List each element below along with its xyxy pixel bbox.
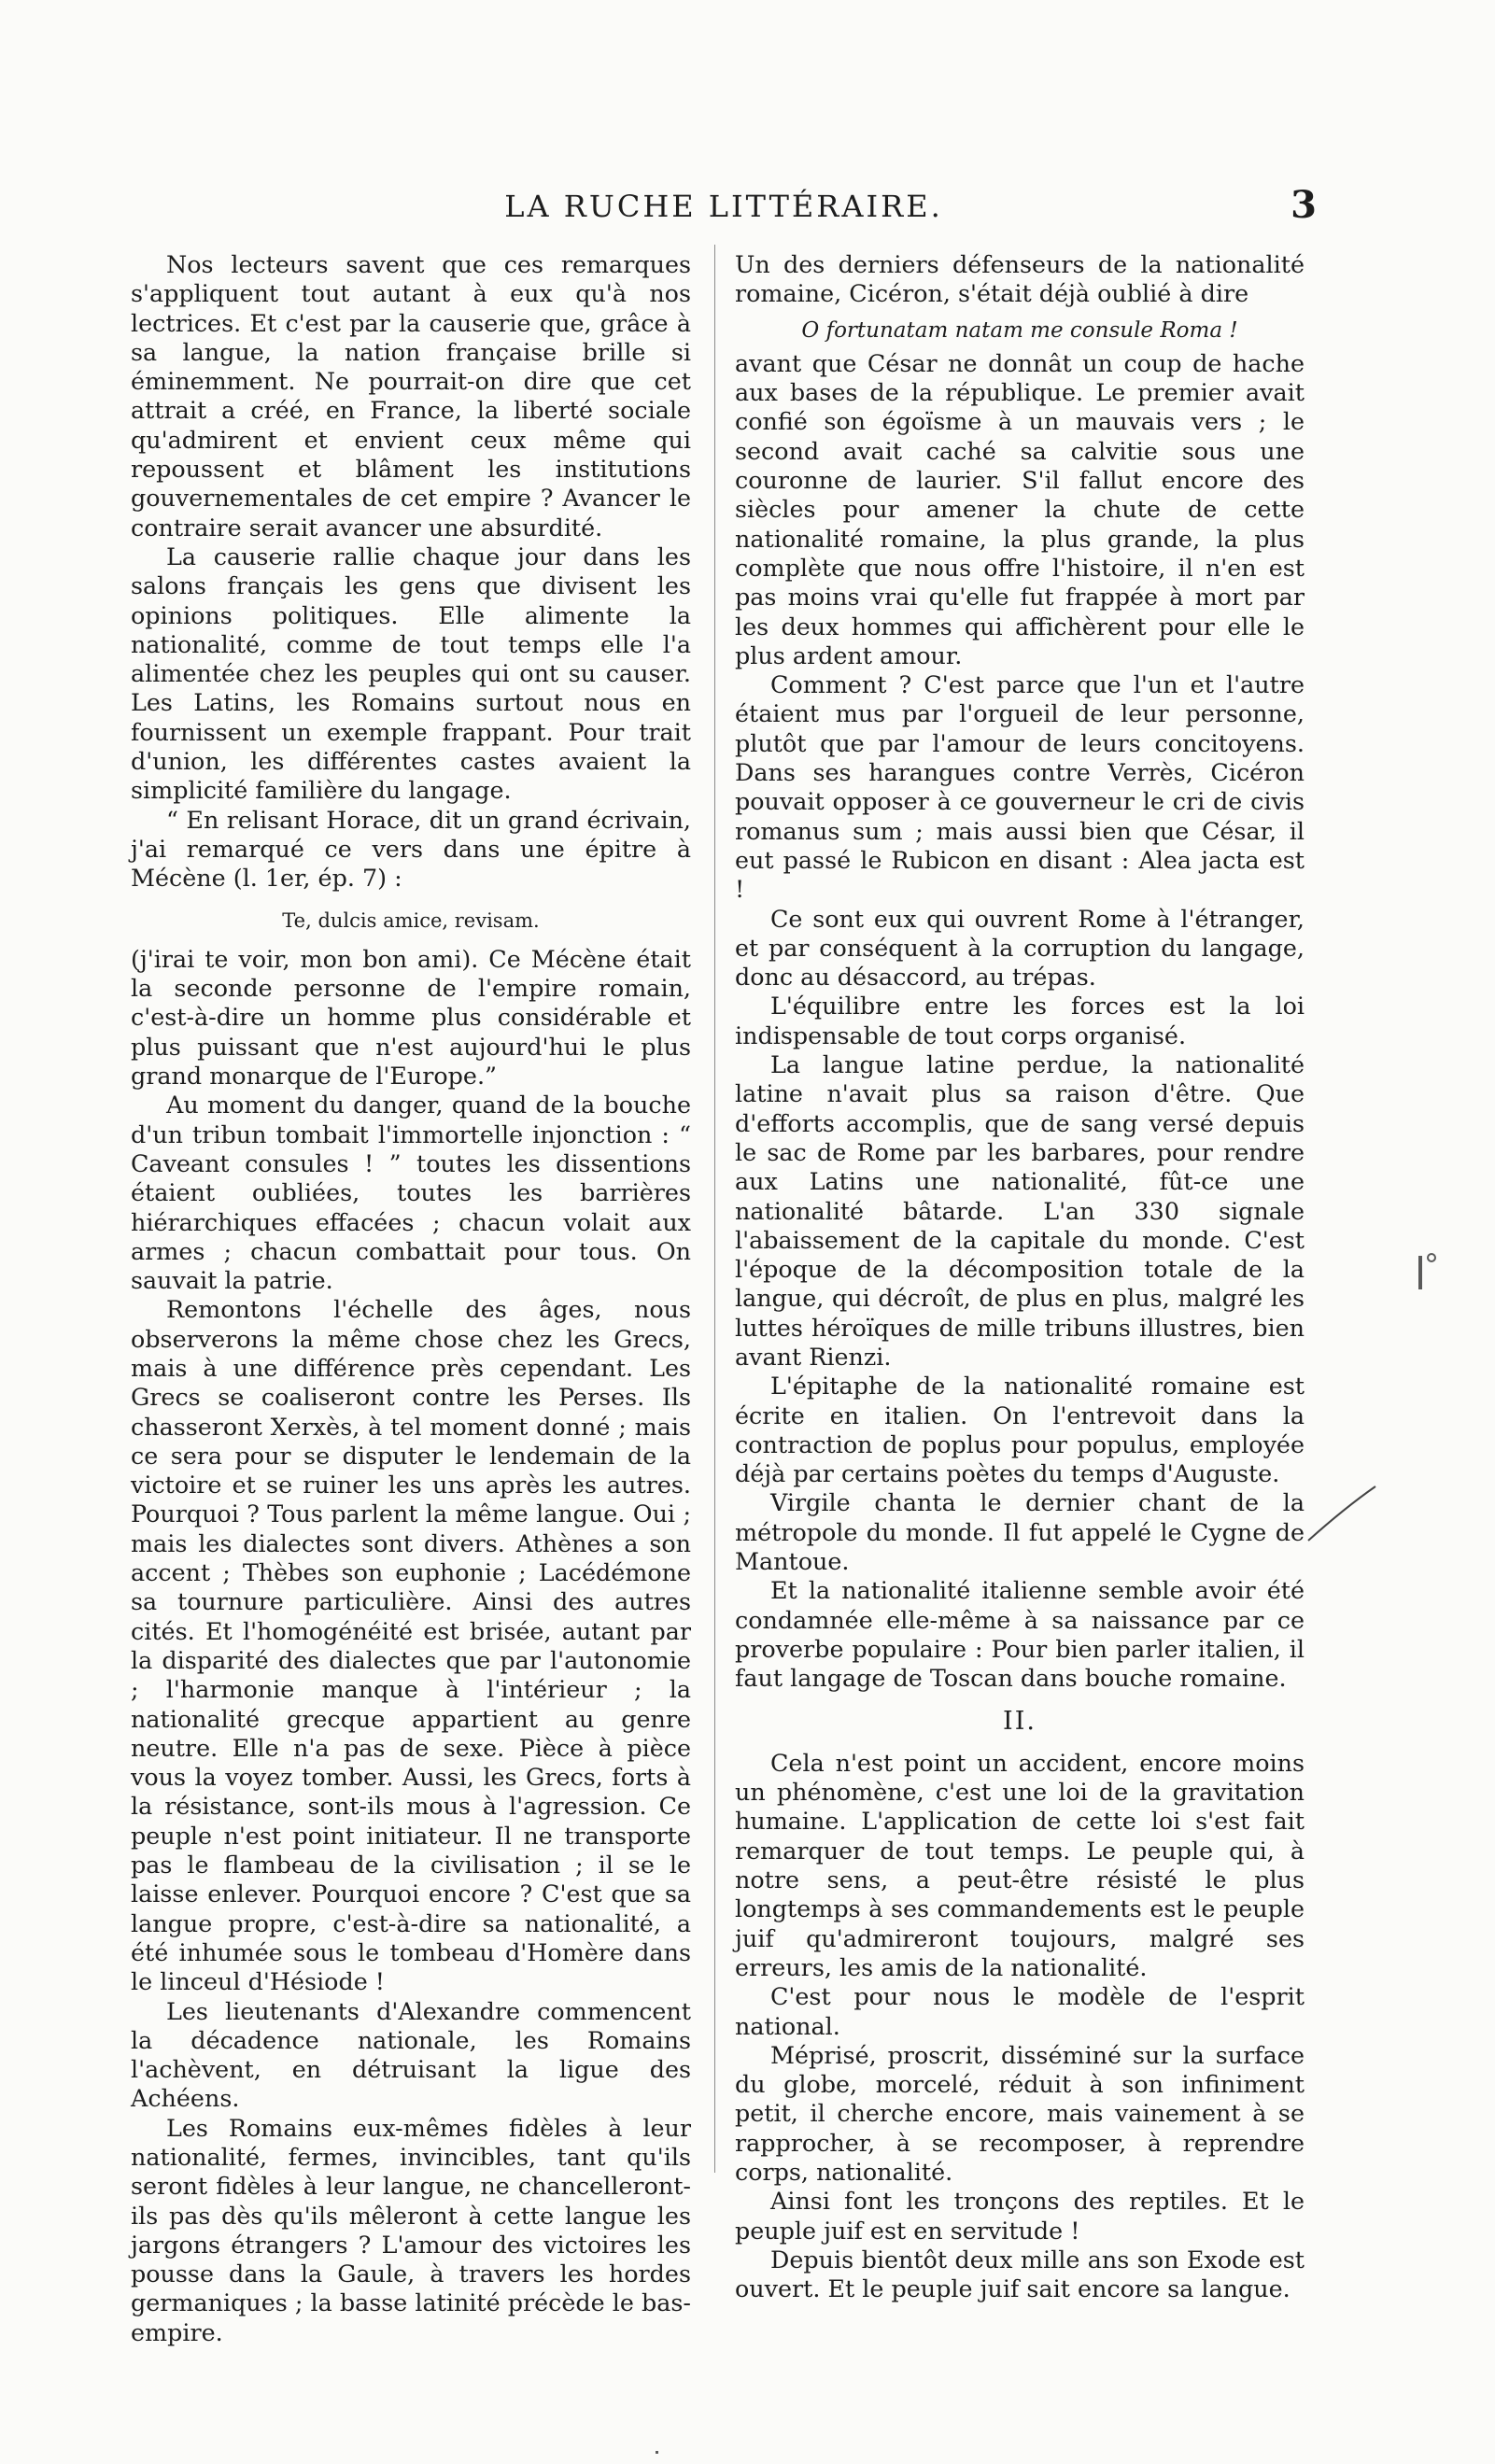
paragraph: Et la nationalité italienne semble avoir été condamnée elle-même à sa naissance par ce proverbe populaire : Pour bien parler italien, il faut langage de Toscan dans bouche romaine. bbox=[735, 1576, 1305, 1693]
paragraph: (j'irai te voir, mon bon ami). Ce Mécène était la seconde personne de l'empire romain, c'est-à-dire un homme plus considérable et plus puissant que n'est aujourd'hui le plus grand monarque de l'Europe.” bbox=[131, 944, 691, 1091]
paragraph: L'épitaphe de la nationalité romaine est écrite en italien. On l'entrevoit dans la contraction de poplus pour populus, employée déjà par certains poètes du temps d'Auguste. bbox=[735, 1372, 1305, 1488]
paragraph: Un des derniers défenseurs de la nationalité romaine, Cicéron, s'était déjà oublié à dire bbox=[735, 250, 1305, 308]
right-column bbox=[735, 250, 1305, 2303]
paragraph: Remontons l'échelle des âges, nous observerons la même chose chez les Grecs, mais à une différence près cependant. Les Grecs se coaliseront contre les Perses. Ils chasseront Xerxès, à tel moment donné ; mais ce sera pour se disputer le lendemain de la victoire et se ruiner les uns après les autres. Pourquoi ? Tous parlent la même langue. Oui ; mais les dialectes sont divers. Athènes a son accent ; Thèbes son euphonie ; Lacédémone sa tournure particulière. Ainsi des autres cités. Et l'homogénéité est brisée, autant par la disparité des dialectes que par l'autonomie ; l'harmonie manque à l'intérieur ; la nationalité grecque appartient au genre neutre. Elle n'a pas de sexe. Pièce à pièce vous la voyez tomber. Aussi, les Grecs, forts à la résistance, sont-ils mous à l'agression. Ce peuple n'est point initiateur. Il ne transporte pas le flambeau de la civilisation ; il se le laisse enlever. Pourquoi encore ? C'est que sa langue propre, c'est-à-dire sa nationalité, a été inhumée sous le tombeau d'Homère dans le linceul d'Hésiode ! bbox=[131, 1295, 691, 1996]
paragraph: Nos lecteurs savent que ces remarques s'appliquent tout autant à eux qu'à nos lectrices. Et c'est par la causerie que, grâce à sa langue, la nation française brille si éminemment. Ne pourrait-on dire que cet attrait a créé, en France, la liberté sociale qu'admirent et envient ceux même qui repoussent et blâment les institutions gouvernementales de cet empire ? Avancer le contraire serait avancer une absurdité. bbox=[131, 250, 691, 542]
paragraph: L'équilibre entre les forces est la loi indispensable de tout corps organisé. bbox=[735, 992, 1305, 1049]
latin-quote: Te, dulcis amice, revisam. bbox=[282, 908, 540, 932]
paragraph: Les Romains eux-mêmes fidèles à leur nationalité, fermes, invincibles, tant qu'ils seront fidèles à leur langue, ne chancelleront-ils pas dès qu'ils mêleront à cette langue les jargons étrangers ? L'amour des victoires les pousse dans la Gaule, à travers les hordes germaniques ; la basse latinité précède le bas-empire. bbox=[131, 2113, 691, 2346]
margin-mark bbox=[1427, 1253, 1436, 1262]
paragraph: Virgile chanta le dernier chant de la métropole du monde. Il fut appelé le Cygne de Mantoue. bbox=[735, 1488, 1305, 1576]
latin-verse: O fortunatam natam me consule Roma ! bbox=[801, 317, 1238, 343]
section-heading: II. bbox=[1003, 1706, 1037, 1736]
running-title: LA RUCHE LITTÉRAIRE. bbox=[504, 189, 943, 224]
paragraph: Comment ? C'est parce que l'un et l'autre étaient mus par l'orgueil de leur personne, plutôt que par l'amour de leurs concitoyens. Dans ses harangues contre Verrès, Cicéron pouvait opposer à ce gouverneur le cri de civis romanus sum ; mais aussi bien que César, il eut passé le Rubicon en disant : Alea jacta est ! bbox=[735, 670, 1305, 904]
pencil-stroke bbox=[1303, 1485, 1377, 1550]
paragraph: La langue latine perdue, la nationalité latine n'avait plus sa raison d'être. Que d'efforts accomplis, que de sang versé depuis le sac de Rome par les barbares, pour rendre aux Latins une nationalité, fût-ce une nationalité bâtarde. L'an 330 signale l'abaissement de la capitale du monde. C'est l'époque de la décomposition totale de la langue, qui décroît, de plus en plus, malgré les luttes héroïques de mille tribuns illustres, bien avant Rienzi. bbox=[735, 1050, 1305, 1371]
paragraph: La causerie rallie chaque jour dans les salons français les gens que divisent les opinions politiques. Elle alimente la nationalité, comme de tout temps elle l'a alimentée chez les peuples qui ont su causer. Les Latins, les Romains surtout nous en fournissent un exemple frappant. Pour trait d'union, les différentes castes avaient la simplicité familière du langage. bbox=[131, 542, 691, 805]
column-divider bbox=[714, 245, 715, 2173]
paragraph: “ En relisant Horace, dit un grand écrivain, j'ai remarqué ce vers dans une épitre à Mécène (l. 1er, ép. 7) : bbox=[131, 805, 691, 893]
page-header bbox=[131, 183, 1317, 232]
left-column bbox=[131, 250, 691, 2347]
paragraph: Depuis bientôt deux mille ans son Exode est ouvert. Et le peuple juif sait encore sa langue. bbox=[735, 2245, 1305, 2303]
paragraph: C'est pour nous le modèle de l'esprit national. bbox=[735, 1982, 1305, 2040]
ink-speck bbox=[656, 2451, 658, 2454]
paragraph: avant que César ne donnât un coup de hache aux bases de la république. Le premier avait confié son égoïsme à un mauvais vers ; le second avait caché sa calvitie sous une couronne de laurier. S'il fallut encore des siècles pour amener la chute de cette nationalité romaine, la plus grande, la plus complète que nous offre l'histoire, il n'en est pas moins vrai qu'elle fut frappée à mort par les deux hommes qui affichèrent pour elle le plus ardent amour. bbox=[735, 348, 1305, 669]
paragraph: Ce sont eux qui ouvrent Rome à l'étranger, et par conséquent à la corruption du langage, donc au désaccord, au trépas. bbox=[735, 904, 1305, 992]
paragraph: Au moment du danger, quand de la bouche d'un tribun tombait l'immortelle injonction : “ Caveant consules ! ” toutes les dissentions étaient oubliées, toutes les barrières hiérarchiques effacées ; chacun volait aux armes ; chacun combattait pour tous. On sauvait la patrie. bbox=[131, 1091, 691, 1295]
page-number: 3 bbox=[1290, 183, 1317, 227]
paragraph: Méprisé, proscrit, disséminé sur la surface du globe, morcelé, réduit à son infiniment petit, il cherche encore, mais vainement à se rapprocher, à se recomposer, à reprendre corps, nationalité. bbox=[735, 2040, 1305, 2186]
paragraph: Les lieutenants d'Alexandre commencent la décadence nationale, les Romains l'achèvent, en détruisant la ligue des Achéens. bbox=[131, 1996, 691, 2113]
paragraph: Cela n'est point un accident, encore moins un phénomène, c'est une loi de la gravitation humaine. L'application de cette loi s'est fait remarquer de tout temps. Le peuple qui, à notre sens, a peut-être résisté le plus longtemps à ses commandements est le peuple juif qu'admireront toujours, malgré ses erreurs, les amis de la nationalité. bbox=[735, 1748, 1305, 1981]
margin-mark bbox=[1418, 1256, 1422, 1289]
paragraph: Ainsi font les tronçons des reptiles. Et le peuple juif est en servitude ! bbox=[735, 2187, 1305, 2245]
